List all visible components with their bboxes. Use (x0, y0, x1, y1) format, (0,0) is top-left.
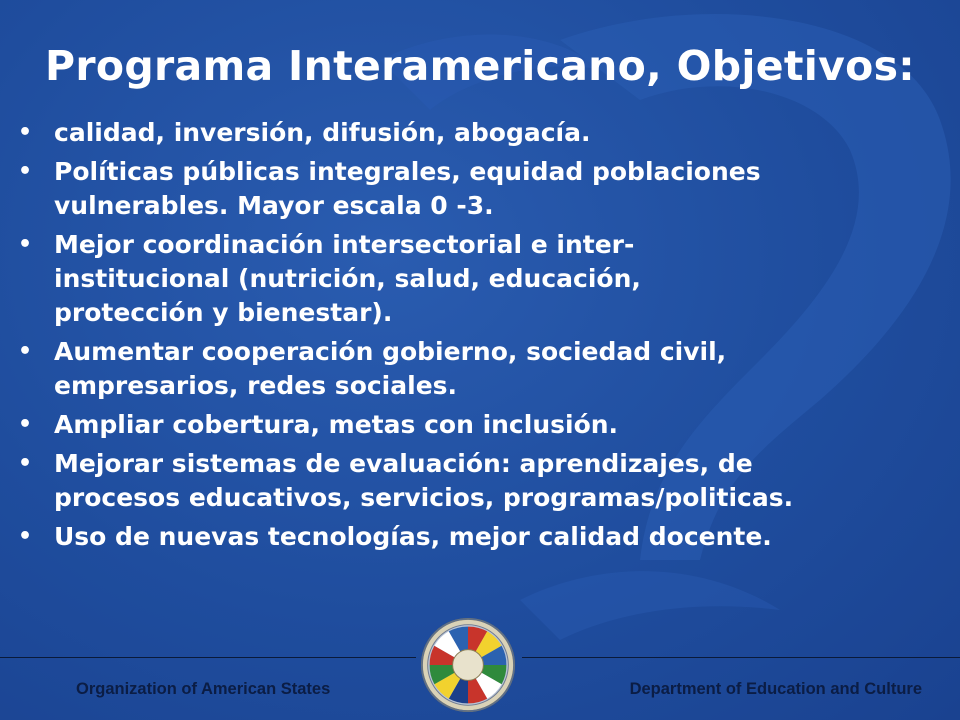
footer (0, 612, 960, 720)
bullet-item (18, 447, 938, 515)
footer-organization-label: Organization of American States (76, 680, 331, 698)
bullet-dot-icon: • (18, 412, 33, 437)
bullet-text: calidad, inversión, difusión, abogacía. (54, 118, 591, 147)
bullet-text: Políticas públicas integrales, equidad poblaciones vulnerables. Mayor escala 0 -3. (54, 157, 761, 220)
bullet-dot-icon: • (18, 524, 33, 549)
bullet-item (18, 335, 938, 403)
footer-divider-left (0, 657, 416, 658)
bullet-text: Mejor coordinación intersectorial e inter- institucional (nutrición, salud, educación, protección y bienestar). (54, 230, 641, 327)
bullet-text: Mejorar sistemas de evaluación: aprendizajes, de procesos educativos, servicios, programas/politicas. (54, 449, 794, 512)
oas-seal-icon (420, 617, 516, 713)
footer-divider-right (522, 657, 960, 658)
bullet-text: Aumentar cooperación gobierno, sociedad civil, empresarios, redes sociales. (54, 337, 727, 400)
bullet-dot-icon: • (18, 339, 33, 364)
bullet-dot-icon: • (18, 159, 33, 184)
bullet-item (18, 520, 938, 554)
bullet-list (18, 116, 938, 559)
bullet-dot-icon: • (18, 451, 33, 476)
slide-title: Programa Interamericano, Objetivos: (45, 42, 915, 90)
footer-department-label: Department of Education and Culture (629, 680, 922, 698)
bullet-item (18, 228, 938, 330)
bullet-item (18, 408, 938, 442)
bullet-item (18, 155, 938, 223)
bullet-dot-icon: • (18, 232, 33, 257)
bullet-item (18, 116, 938, 150)
bullet-text: Uso de nuevas tecnologías, mejor calidad docente. (54, 522, 772, 551)
bullet-dot-icon: • (18, 120, 33, 145)
bullet-text: Ampliar cobertura, metas con inclusión. (54, 410, 619, 439)
